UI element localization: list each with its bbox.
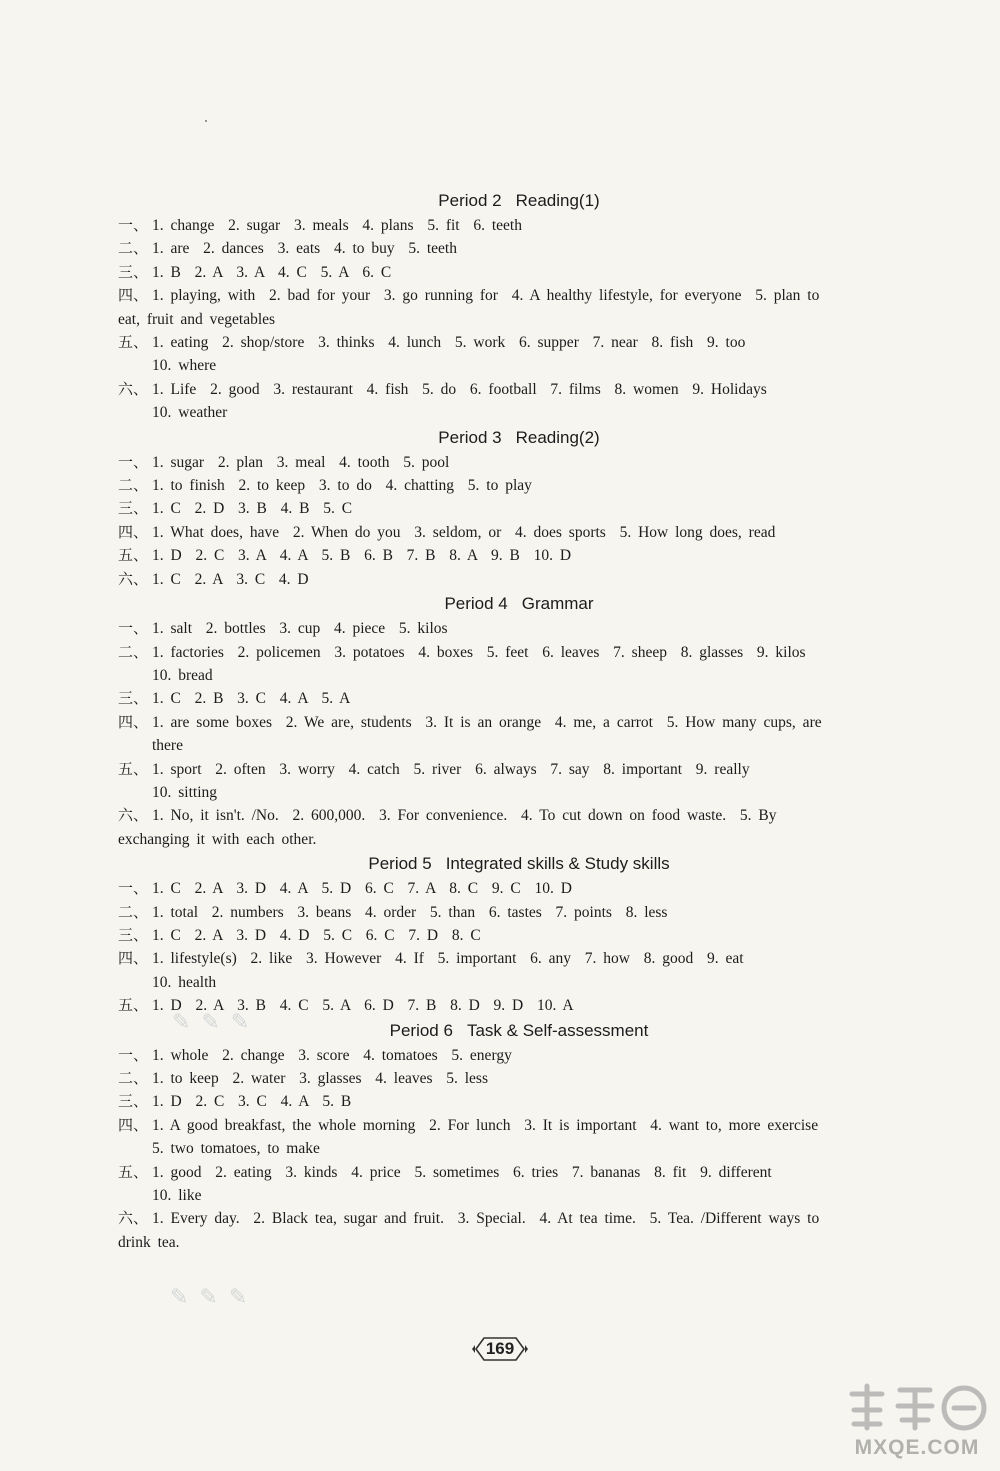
question-number: 四、 bbox=[118, 1115, 149, 1134]
question-number: 一、 bbox=[118, 619, 149, 638]
answer-text bbox=[152, 924, 890, 947]
answer-line: 1. C 2. B 3. C 4. A 5. A bbox=[152, 690, 351, 708]
answer-line: 10. weather bbox=[152, 404, 228, 422]
answer-line: 1. sugar 2. plan 3. meal 4. tooth 5. pool bbox=[152, 453, 450, 471]
answer-line: eat, fruit and vegetables bbox=[118, 310, 276, 328]
answer-row bbox=[118, 331, 890, 378]
answer-text bbox=[152, 1067, 890, 1090]
site-watermark bbox=[842, 1380, 992, 1464]
answer-text bbox=[118, 1207, 890, 1254]
answer-row bbox=[118, 1207, 890, 1254]
question-number: 六、 bbox=[118, 569, 149, 588]
answer-text bbox=[152, 641, 890, 688]
answer-text bbox=[152, 261, 890, 284]
answer-row bbox=[118, 877, 890, 900]
answer-text bbox=[152, 451, 890, 474]
section-topic: Grammar bbox=[521, 594, 594, 614]
answer-text bbox=[152, 994, 890, 1017]
answer-row bbox=[118, 214, 890, 237]
answer-line: 1. whole 2. change 3. score 4. tomatoes 5. energy bbox=[152, 1046, 512, 1064]
answer-text bbox=[152, 617, 890, 640]
section-topic: Reading(1) bbox=[515, 191, 600, 210]
question-number: 三、 bbox=[118, 689, 149, 708]
answer-text bbox=[152, 1114, 890, 1161]
answer-row bbox=[118, 901, 890, 924]
answer-line: 1. A good breakfast, the whole morning 2. For lunch 3. It is important 4. want to, more exercise bbox=[152, 1116, 819, 1134]
answer-text bbox=[118, 804, 890, 851]
answer-line: 1. lifestyle(s) 2. like 3. However 4. If 5. important 6. any 7. how 8. good 9. eat bbox=[152, 950, 744, 968]
section-title bbox=[148, 851, 890, 877]
question-number: 五、 bbox=[118, 546, 149, 565]
answer-row bbox=[118, 687, 890, 710]
answer-row bbox=[118, 474, 890, 497]
answer-line: 1. D 2. A 3. B 4. C 5. A 6. D 7. B 8. D 9. D 10. A bbox=[152, 997, 574, 1015]
answer-line: 1. C 2. D 3. B 4. B 5. C bbox=[152, 500, 353, 518]
question-number: 四、 bbox=[118, 522, 149, 541]
scan-speck bbox=[205, 120, 207, 122]
answer-line: 1. D 2. C 3. A 4. A 5. B 6. B 7. B 8. A 9. B 10. D bbox=[152, 547, 572, 565]
answer-row bbox=[118, 568, 890, 591]
answer-row bbox=[118, 1114, 890, 1161]
question-number: 三、 bbox=[118, 925, 149, 944]
answer-line: 1. C 2. A 3. D 4. D 5. C 6. C 7. D 8. C bbox=[152, 926, 481, 944]
question-number: 一、 bbox=[118, 879, 149, 898]
section-title bbox=[148, 188, 890, 214]
answer-line: 1. sport 2. often 3. worry 4. catch 5. river 6. always 7. say 8. important 9. really bbox=[152, 760, 750, 778]
watermark-logo-icon bbox=[842, 1380, 992, 1434]
section-period: Period 2 bbox=[438, 191, 502, 210]
answer-text bbox=[152, 687, 890, 710]
answer-line: 10. like bbox=[152, 1187, 202, 1205]
question-number: 一、 bbox=[118, 452, 149, 471]
answer-row bbox=[118, 617, 890, 640]
answer-line: 10. where bbox=[152, 357, 217, 375]
answer-row bbox=[118, 451, 890, 474]
watermark-url: MXQE.COM bbox=[854, 1436, 980, 1459]
answer-row bbox=[118, 544, 890, 567]
section-period: Period 3 bbox=[438, 427, 502, 447]
question-number: 五、 bbox=[118, 996, 149, 1015]
answer-line: 10. bread bbox=[152, 666, 213, 684]
question-number: 四、 bbox=[118, 949, 149, 968]
question-number: 四、 bbox=[118, 712, 149, 731]
section-period: Period 6 bbox=[389, 1020, 453, 1040]
answer-row bbox=[118, 804, 890, 851]
question-number: 二、 bbox=[118, 902, 149, 921]
answer-line: 1. to finish 2. to keep 3. to do 4. chatting 5. to play bbox=[152, 477, 532, 495]
answer-text bbox=[152, 758, 890, 805]
answer-text bbox=[152, 214, 890, 237]
page-number: 169 bbox=[485, 1339, 515, 1358]
answer-line: 1. B 2. A 3. A 4. C 5. A 6. C bbox=[152, 263, 392, 281]
answer-line: 1. C 2. A 3. C 4. D bbox=[152, 570, 309, 588]
section-title bbox=[148, 591, 890, 617]
answer-line: 1. eating 2. shop/store 3. thinks 4. lunch 5. work 6. supper 7. near 8. fish 9. too bbox=[152, 334, 746, 352]
question-number: 五、 bbox=[118, 1162, 149, 1181]
question-number: 五、 bbox=[118, 759, 149, 778]
question-number: 二、 bbox=[118, 239, 149, 258]
answer-line: 1. good 2. eating 3. kinds 4. price 5. sometimes 6. tries 7. bananas 8. fit 9. different bbox=[152, 1163, 772, 1181]
answer-row bbox=[118, 711, 890, 758]
answer-row bbox=[118, 1090, 890, 1113]
question-number: 三、 bbox=[118, 262, 149, 281]
answer-text bbox=[152, 378, 890, 425]
question-number: 一、 bbox=[118, 216, 149, 234]
answer-text bbox=[152, 237, 890, 260]
answer-text bbox=[152, 711, 890, 758]
question-number: 四、 bbox=[118, 286, 149, 305]
answer-line: drink tea. bbox=[118, 1233, 180, 1251]
answer-line: there bbox=[152, 737, 183, 755]
answer-text bbox=[118, 284, 890, 331]
question-number: 三、 bbox=[118, 499, 149, 518]
section-title bbox=[148, 425, 890, 451]
answer-row bbox=[118, 1161, 890, 1208]
answer-row bbox=[118, 758, 890, 805]
question-number: 二、 bbox=[118, 642, 149, 661]
answer-row bbox=[118, 378, 890, 425]
question-number: 二、 bbox=[118, 1069, 149, 1087]
answer-text bbox=[152, 544, 890, 567]
answer-row bbox=[118, 994, 890, 1017]
section-topic: Reading(2) bbox=[515, 427, 600, 447]
answer-row bbox=[118, 641, 890, 688]
question-number: 六、 bbox=[118, 1209, 149, 1228]
answer-line: 10. health bbox=[152, 973, 217, 991]
answer-line: 1. total 2. numbers 3. beans 4. order 5. than 6. tastes 7. points 8. less bbox=[152, 903, 668, 921]
answer-line: 1. are some boxes 2. We are, students 3. It is an orange 4. me, a carrot 5. How many cups, are bbox=[152, 713, 822, 731]
answer-line: 1. salt 2. bottles 3. cup 4. piece 5. kilos bbox=[152, 620, 448, 638]
answer-line: 1. No, it isn't. /No. 2. 600,000. 3. For convenience. 4. To cut down on food waste. 5. By bbox=[152, 807, 777, 825]
section-topic: Task & Self-assessment bbox=[466, 1020, 649, 1040]
answer-line: 1. change 2. sugar 3. meals 4. plans 5. fit 6. teeth bbox=[152, 217, 522, 234]
answer-line: 1. C 2. A 3. D 4. A 5. D 6. C 7. A 8. C 9. C 10. D bbox=[152, 880, 572, 898]
answer-text bbox=[152, 901, 890, 924]
answer-line: 1. Life 2. good 3. restaurant 4. fish 5. do 6. football 7. films 8. women 9. Holidays bbox=[152, 380, 767, 398]
answer-row bbox=[118, 947, 890, 994]
answer-line: 1. What does, have 2. When do you 3. seldom, or 4. does sports 5. How long does, read bbox=[152, 523, 776, 541]
question-number: 三、 bbox=[118, 1092, 149, 1111]
section-topic: Integrated skills & Study skills bbox=[445, 854, 670, 874]
section-period: Period 5 bbox=[368, 854, 432, 874]
answer-text bbox=[152, 331, 890, 378]
section-period: Period 4 bbox=[444, 594, 508, 614]
answer-text bbox=[152, 497, 890, 520]
question-number: 六、 bbox=[118, 806, 149, 825]
answer-text bbox=[152, 877, 890, 900]
answer-row bbox=[118, 521, 890, 544]
answer-text bbox=[152, 1090, 890, 1113]
answer-row bbox=[118, 1067, 890, 1090]
answer-line: 10. sitting bbox=[152, 783, 218, 801]
answer-text bbox=[152, 1161, 890, 1208]
answer-row bbox=[118, 237, 890, 260]
answer-text bbox=[152, 521, 890, 544]
question-number: 六、 bbox=[118, 379, 149, 398]
section-title bbox=[148, 1018, 890, 1044]
answer-line: 1. playing, with 2. bad for your 3. go running for 4. A healthy lifestyle, for everyone 5. plan to bbox=[152, 287, 820, 305]
answer-row bbox=[118, 284, 890, 331]
answer-line: 1. to keep 2. water 3. glasses 4. leaves 5. less bbox=[152, 1070, 489, 1087]
question-number: 五、 bbox=[118, 333, 149, 352]
answer-row bbox=[118, 261, 890, 284]
answer-line: 1. D 2. C 3. C 4. A 5. B bbox=[152, 1093, 352, 1111]
page-number-badge bbox=[472, 1334, 528, 1364]
answer-row bbox=[118, 1044, 890, 1067]
question-number: 二、 bbox=[118, 476, 149, 495]
faint-stamp-1: ✎ ✎ ✎ bbox=[172, 1010, 252, 1035]
question-number: 一、 bbox=[118, 1045, 149, 1064]
answer-line: 1. factories 2. policemen 3. potatoes 4. boxes 5. feet 6. leaves 7. sheep 8. glasses 9. kilos bbox=[152, 643, 806, 661]
answer-line: 1. are 2. dances 3. eats 4. to buy 5. teeth bbox=[152, 240, 457, 258]
answer-text bbox=[152, 568, 890, 591]
faint-stamp-2: ✎ ✎ ✎ bbox=[170, 1285, 250, 1310]
answer-text bbox=[152, 947, 890, 994]
answer-line: exchanging it with each other. bbox=[118, 830, 317, 848]
answer-text bbox=[152, 1044, 890, 1067]
answer-row bbox=[118, 497, 890, 520]
answer-text bbox=[152, 474, 890, 497]
answer-content bbox=[118, 188, 890, 1254]
answer-line: 1. Every day. 2. Black tea, sugar and fruit. 3. Special. 4. At tea time. 5. Tea. /Different ways to bbox=[152, 1210, 820, 1228]
answer-row bbox=[118, 924, 890, 947]
answer-line: 5. two tomatoes, to make bbox=[152, 1140, 320, 1158]
